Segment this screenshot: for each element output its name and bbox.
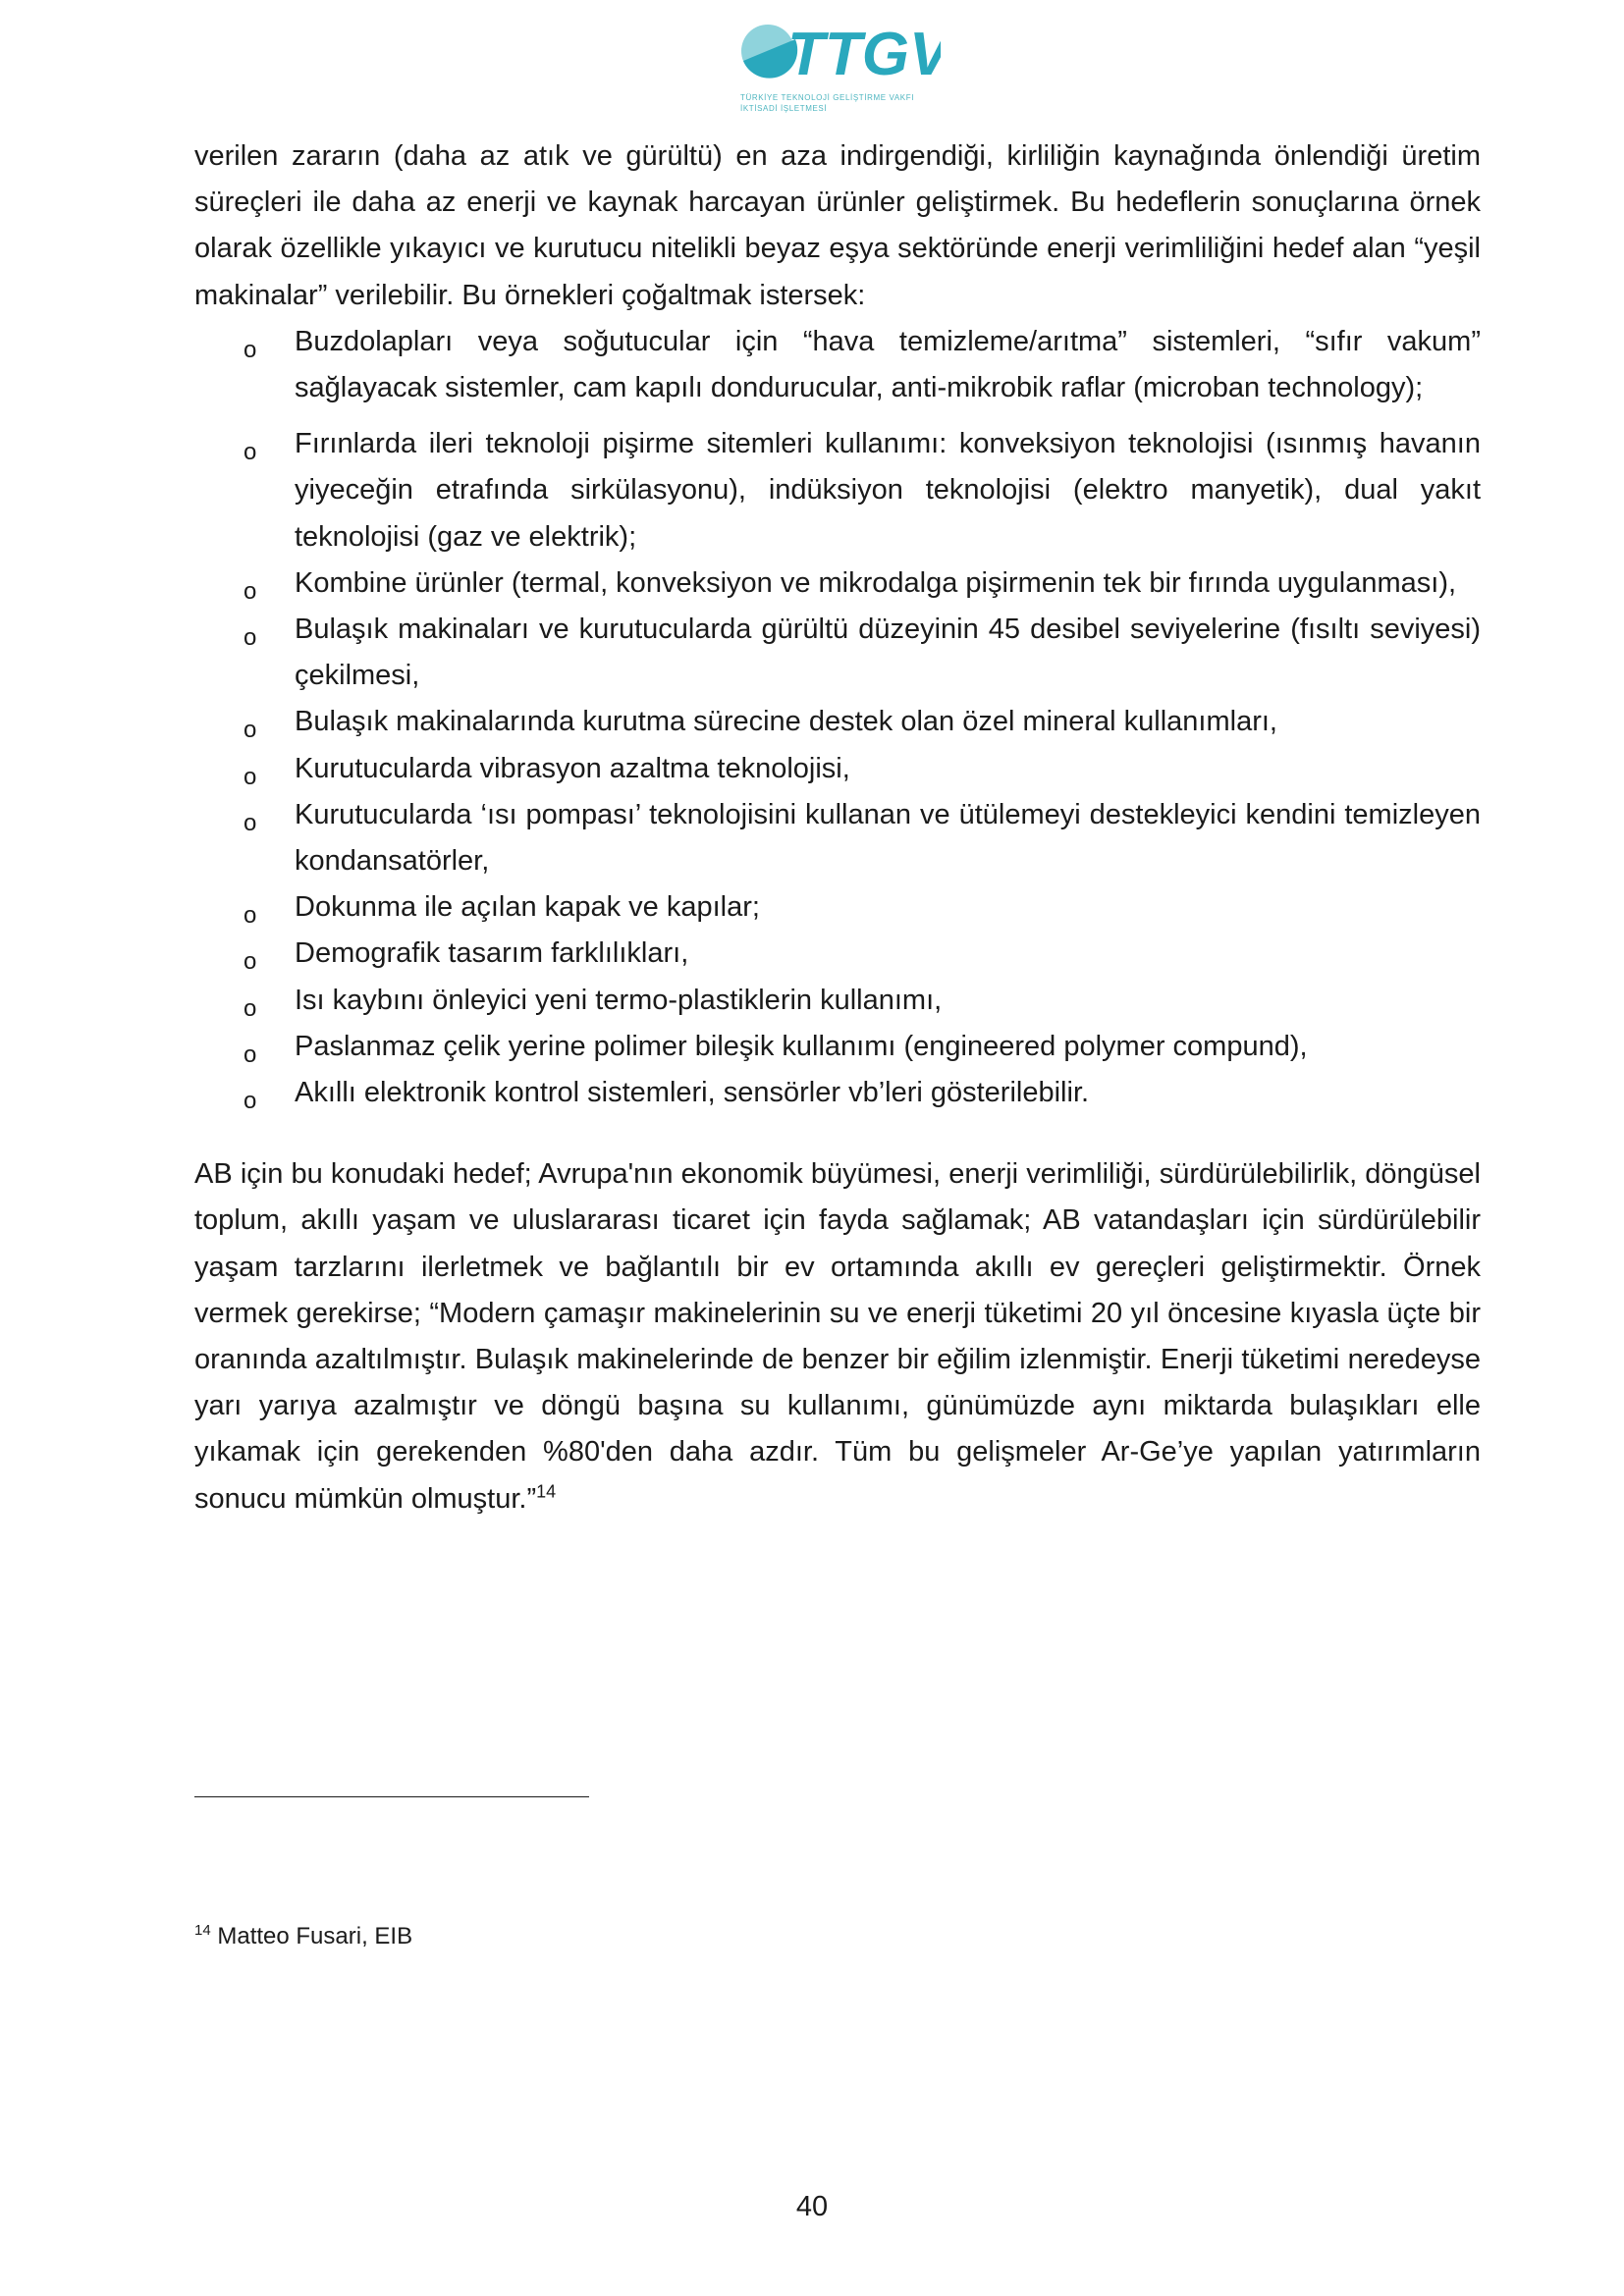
ttgv-logo-mark (738, 18, 941, 120)
list-item-text: Bulaşık makinalarında kurutma sürecine destek olan özel mineral kullanımları, (295, 706, 1277, 738)
body-paragraph-text: AB için bu konudaki hedef; Avrupa'nın ekonomik büyümesi, enerji verimliliği, sürdürülebilirlik, döngüsel toplum, akıllı yaşam ve uluslararası ticaret için fayda sağlamak; AB vatandaşları için sürdürülebilir yaşam tarzlarını ilerletmek ve bağlantılı bir ev ortamında akıllı ev gereçleri geliştirmektir. Örnek vermek gerekirse; “Modern çamaşır makinelerinin su ve enerji tüketimi 20 yıl öncesine kıyasla üçte bir oranında azaltılmıştır. Bulaşık makinelerinde de benzer bir eğilim izlenmiştir. Enerji tüketimi neredeyse yarı yarıya azalmıştır ve döngü başına su kullanımı, günümüzde aynı miktarda bulaşıkları elle yıkamak için gerekenden %80'den daha azdır. Tüm bu gelişmeler Ar-Ge’ye yapılan yatırımların sonucu mümkün olmuştur.” (194, 1158, 1481, 1515)
logo-wordmark: TTGV (787, 21, 941, 88)
bullet-marker: o (244, 763, 257, 790)
list-item (194, 421, 1481, 561)
footnote (194, 1921, 412, 1952)
intro-paragraph: verilen zararın (daha az atık ve gürültü) en aza indirgendiği, kirliliğin kaynağında önlendiği üretim süreçleri ile daha az enerji ve kaynak harcayan ürünler geliştirmek. Bu hedeflerin sonuçlarına örnek olarak özellikle yıkayıcı ve kurutucu nitelikli beyaz eşya sektöründe enerji verimliliğini hedef alan “yeşil makinalar” verilebilir. Bu örnekleri çoğaltmak istersek: (194, 140, 1481, 311)
list-item (194, 978, 1481, 1024)
list-item-text: Akıllı elektronik kontrol sistemleri, sensörler vb’leri gösterilebilir. (295, 1077, 1090, 1109)
list-item-text: Demografik tasarım farklılıkları, (295, 937, 689, 970)
list-item (194, 1024, 1481, 1070)
list-item-text: Kombine ürünler (termal, konveksiyon ve mikrodalga pişirmenin tek bir fırında uygulanması), (295, 566, 1457, 599)
list-item-text: Paslanmaz çelik yerine polimer bileşik kullanımı (engineered polymer compund), (295, 1030, 1308, 1062)
bullet-marker: o (244, 902, 257, 930)
footnote-separator (194, 1796, 589, 1797)
logo-subtitle-line1: TÜRKİYE TEKNOLOJİ GELİŞTİRME VAKFI (740, 93, 915, 102)
list-item (194, 561, 1481, 607)
list-item-text: Fırınlarda ileri teknoloji pişirme sitemleri kullanımı: konveksiyon teknolojisi (ısınmış havanın yiyeceğin etrafında sirkülasyonu), indüksiyon teknolojisi (elektro manyetik), dual yakıt teknolojisi (gaz ve elektrik); (295, 428, 1481, 553)
footnote-text: Matteo Fusari, EIB (217, 1923, 413, 1949)
list-item-text: Dokunma ile açılan kapak ve kapılar; (295, 891, 760, 924)
list-item (194, 319, 1481, 411)
ttgv-logo (738, 18, 941, 120)
list-item (194, 792, 1481, 884)
list-item (194, 931, 1481, 977)
footnote-number: 14 (194, 1922, 211, 1939)
bullet-marker: o (244, 439, 257, 466)
list-item-text: Isı kaybını önleyici yeni termo-plastiklerin kullanımı, (295, 984, 943, 1016)
list-item-text: Buzdolapları veya soğutucular için “hava temizleme/arıtma” sistemleri, “sıfır vakum” sağlayacak sistemler, cam kapılı dondurucular, anti-mikrobik raflar (microban technology); (295, 325, 1481, 404)
bullet-marker: o (244, 994, 257, 1022)
list-item (194, 884, 1481, 931)
list-item (194, 1070, 1481, 1116)
bullet-marker: o (244, 948, 257, 976)
list-item (194, 699, 1481, 745)
list-item-text: Kurutucularda vibrasyon azaltma teknolojisi, (295, 752, 850, 784)
bullet-marker: o (244, 1041, 257, 1068)
body-paragraph (194, 1151, 1481, 1522)
bullet-marker: o (244, 717, 257, 744)
bullet-marker: o (244, 577, 257, 605)
footnote-reference[interactable]: 14 (536, 1481, 557, 1502)
bullet-marker: o (244, 336, 257, 363)
list-item (194, 607, 1481, 699)
list-item-text: Kurutucularda ‘ısı pompası’ teknolojisini kullanan ve ütülemeyi destekleyici kendini temizleyen kondansatörler, (295, 798, 1481, 878)
bullet-marker: o (244, 1088, 257, 1115)
page-number: 40 (795, 2191, 829, 2222)
list-item-text: Bulaşık makinaları ve kurutucularda gürültü düzeyinin 45 desibel seviyelerine (fısıltı seviyesi) çekilmesi, (295, 614, 1481, 692)
logo-subtitle-line2: İKTİSADİ İŞLETMESİ (740, 104, 828, 113)
feature-list (194, 319, 1481, 1116)
bullet-marker: o (244, 809, 257, 836)
list-item (194, 746, 1481, 792)
bullet-marker: o (244, 624, 257, 652)
page-body (194, 133, 1481, 1522)
